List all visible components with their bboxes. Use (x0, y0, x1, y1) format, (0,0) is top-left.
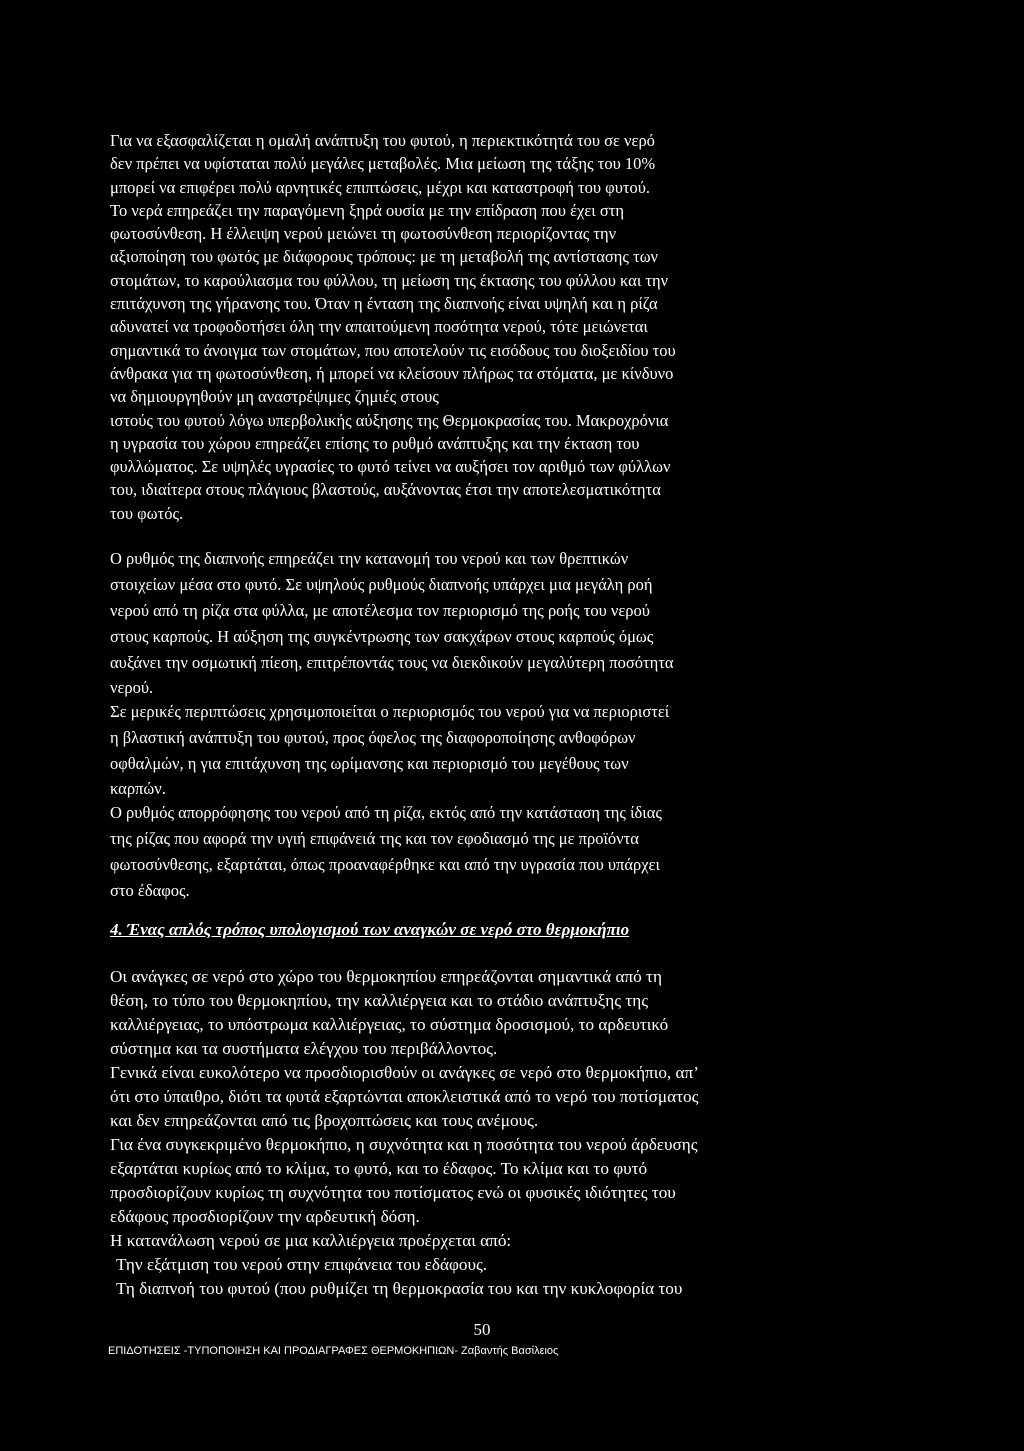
section-heading: 4. Ένας απλός τρόπος υπολογισμού των αναγκών σε νερό στο θερμοκήπιο (110, 920, 630, 939)
text-line: δεν πρέπει να υφίσταται πολύ μεγάλες μεταβολές. Μια μείωση της τάξης του 10% (110, 154, 656, 174)
paragraph-transpiration (110, 546, 840, 904)
text-line: καρπών. (110, 779, 166, 798)
text-line: του, ιδιαίτερα στους πλάγιους βλαστούς, αυξάνοντας έτσι την αποτελεσματικότητα (110, 480, 661, 500)
text-line: ιστούς του φυτού λόγω υπερβολικής αύξησης της Θερμοκρασίας του. Μακροχρόνια (110, 410, 669, 430)
text-line: επιτάχυνση της γήρανσης του. Όταν η ένταση της διαπνοής είναι υψηλή και η ρίζα (110, 294, 658, 314)
paragraph-water-content (110, 129, 840, 525)
text-line: να δημιουργηθούν μη αναστρέψιμες ζημιές στους (110, 387, 439, 407)
text-line: Σε μερικές περιπτώσεις χρησιμοποιείται ο περιορισμός του νερού για να περιοριστεί (110, 702, 670, 721)
text-line: άνθρακα για τη φωτοσύνθεση, ή μπορεί να κλείσουν πλήρως τα στόματα, με κίνδυνο (110, 363, 674, 383)
text-line: εξαρτάται κυρίως από το κλίμα, το φυτό, και το έδαφος. Το κλίμα και το φυτό (110, 1159, 648, 1178)
text-line: και δεν επηρεάζονται από τις βροχοπτώσεις και τους ανέμους. (110, 1111, 539, 1130)
page-footer: ΕΠΙΔΟΤΗΣΕΙΣ -ΤΥΠΟΠΟΙΗΣΗ ΚΑΙ ΠΡΟΔΙΑΓΡΑΦΕΣ ΘΕΡΜΟΚΗΠΙΩΝ- Ζαβαντής Βασίλειος (108, 1345, 559, 1357)
text-line: αξιοποίηση του φωτός με διάφορους τρόπους: με τη μεταβολή της αντίστασης των (110, 247, 659, 267)
text-line: στο έδαφος. (110, 881, 190, 900)
text-line: θέση, το τύπο του θερμοκηπίου, την καλλιέργεια και το στάδιο ανάπτυξης της (110, 991, 649, 1010)
text-line: του φωτός. (110, 503, 184, 523)
text-line: σημαντικά το άνοιγμα των στομάτων, που αποτελούν τις εισόδους του διοξειδίου του (110, 340, 676, 360)
text-line: Γενικά είναι ευκολότερο να προσδιορισθούν οι ανάγκες σε νερό στο θερμοκήπιο, απ’ (110, 1063, 699, 1082)
text-line: νερού. (110, 678, 154, 697)
text-line: νερού από τη ρίζα στα φύλλα, με αποτέλεσμα τον περιορισμό της ροής του νερού (110, 601, 650, 620)
text-line: καλλιέργειας, το υπόστρωμα καλλιέργειας, το σύστημα δροσισμού, το αρδευτικό (110, 1015, 669, 1034)
text-line: Την εξάτμιση του νερού στην επιφάνεια του εδάφους. (116, 1255, 488, 1274)
text-line: αυξάνει την οσμωτική πίεση, επιτρέποντάς τους να διεκδικούν μεγαλύτερη ποσότητα (110, 653, 674, 672)
text-line: Ο ρυθμός της διαπνοής επηρεάζει την κατανομή του νερού και των θρεπτικών (110, 549, 629, 568)
text-line: Τη διαπνοή του φυτού (που ρυθμίζει τη θερμοκρασία του και την κυκλοφορία του (116, 1279, 683, 1298)
text-line: φωτοσύνθεση. Η έλλειψη νερού μειώνει τη φωτοσύνθεση περιορίζοντας την (110, 224, 617, 244)
text-line: εδάφους προσδιορίζουν την αρδευτική δόση. (110, 1207, 420, 1226)
text-line: Για να εξασφαλίζεται η ομαλή ανάπτυξη του φυτού, η περιεκτικότητά του σε νερό (110, 131, 655, 150)
text-line: φυλλώματος. Σε υψηλές υγρασίες το φυτό τείνει να αυξήσει τον αριθμό των φύλλων (110, 457, 671, 477)
text-line: φωτοσύνθεσης, εξαρτάται, όπως προαναφέρθηκε και από την υγρασία που υπάρχει (110, 855, 660, 874)
text-line: στομάτων, το καρούλιασμα του φύλλου, τη μείωση της έκτασης του φύλλου και την (110, 270, 669, 290)
text-line: ότι στο ύπαιθρο, διότι τα φυτά εξαρτώνται αποκλειστικά από το νερό του ποτίσματος (110, 1087, 699, 1106)
text-line: Ο ρυθμός απορρόφησης του νερού από τη ρίζα, εκτός από την κατάσταση της ίδιας (110, 803, 662, 822)
text-line: προσδιορίζουν κυρίως τη συχνότητα του ποτίσματος ενώ οι φυσικές ιδιότητες του (110, 1183, 676, 1202)
text-line: της ρίζας που αφορά την υγιή επιφάνειά της και τον εφοδιασμό της με προϊόντα (110, 829, 639, 848)
text-line: σύστημα και τα συστήματα ελέγχου του περιβάλλοντος. (110, 1039, 498, 1058)
text-line: αδυνατεί να τροφοδοτήσει όλη την απαιτούμενη ποσότητα νερού, τότε μειώνεται (110, 317, 648, 337)
text-line: η υγρασία του χώρου επηρεάζει επίσης το ρυθμό ανάπτυξης και την έκταση του (110, 433, 640, 453)
text-line: Το νερά επηρεάζει την παραγόμενη ξηρά ουσία με την επίδραση που έχει στη (110, 200, 624, 220)
text-line: στους καρπούς. Η αύξηση της συγκέντρωσης των σακχάρων στους καρπούς όμως (110, 627, 654, 646)
text-line: μπορεί να επιφέρει πολύ αρνητικές επιπτώσεις, μέχρι και καταστροφή του φυτού. (110, 177, 651, 197)
page-number: 50 (473, 1320, 491, 1339)
text-line: οφθαλμών, η για επιτάχυνση της ωρίμανσης και περιορισμό του μεγέθους των (110, 754, 629, 773)
paragraph-greenhouse-water-needs (110, 965, 840, 1301)
text-line: στοιχείων μέσα στο φυτό. Σε υψηλούς ρυθμούς διαπνοής υπάρχει μια μεγάλη ροή (110, 575, 653, 594)
text-line: Η κατανάλωση νερού σε μια καλλιέργεια προέρχεται από: (110, 1231, 512, 1250)
text-line: Για ένα συγκεκριμένο θερμοκήπιο, η συχνότητα και η ποσότητα του νερού άρδευσης (110, 1135, 698, 1154)
text-line: Οι ανάγκες σε νερό στο χώρο του θερμοκηπίου επηρεάζονται σημαντικά από τη (110, 967, 662, 986)
text-line: η βλαστική ανάπτυξη του φυτού, προς όφελος της διαφοροποίησης ανθοφόρων (110, 728, 636, 747)
